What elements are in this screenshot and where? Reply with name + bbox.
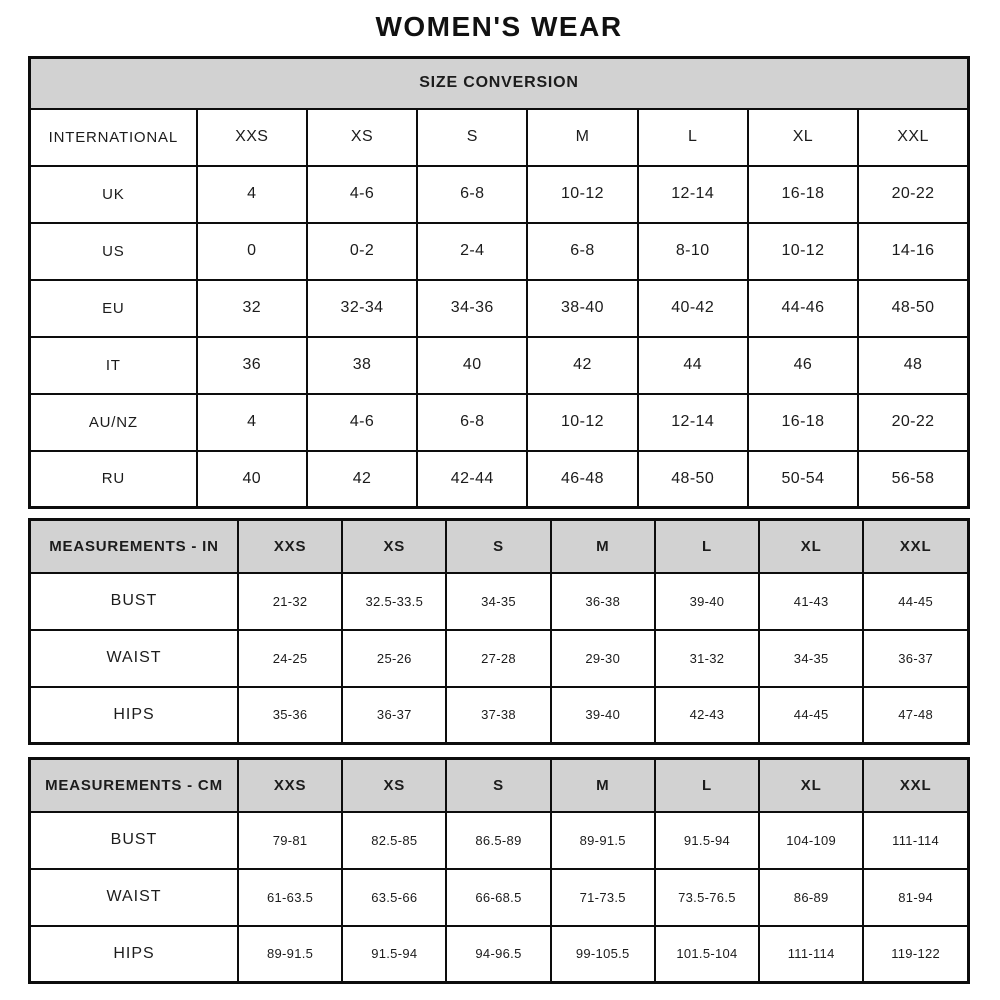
column-header-m: M <box>551 520 655 573</box>
cell: 89-91.5 <box>551 812 655 869</box>
cell: 86.5-89 <box>446 812 550 869</box>
row-label-waist: WAIST <box>30 869 238 926</box>
column-header-l: L <box>655 759 759 812</box>
cell: 40-42 <box>638 280 748 337</box>
cell: 10-12 <box>527 166 637 223</box>
column-header-xs: XS <box>342 759 446 812</box>
cell: 0 <box>197 223 307 280</box>
cell: 0-2 <box>307 223 417 280</box>
cell: 25-26 <box>342 630 446 687</box>
cell: 61-63.5 <box>238 869 342 926</box>
cell: 12-14 <box>638 394 748 451</box>
cell: 48-50 <box>858 280 968 337</box>
size-conversion-table <box>28 56 970 509</box>
column-header-m: M <box>551 759 655 812</box>
column-header-s: S <box>417 109 527 166</box>
table-row-hips <box>30 926 969 983</box>
cell: 38-40 <box>527 280 637 337</box>
cell: 41-43 <box>759 573 863 630</box>
cell: 29-30 <box>551 630 655 687</box>
cell: 111-114 <box>759 926 863 983</box>
row-label-bust: BUST <box>30 812 238 869</box>
cell: 44 <box>638 337 748 394</box>
column-header-xxl: XXL <box>858 109 968 166</box>
row-label-hips: HIPS <box>30 687 238 744</box>
cell: 20-22 <box>858 166 968 223</box>
cell: 56-58 <box>858 451 968 508</box>
row-label-bust: BUST <box>30 573 238 630</box>
measurements-in-table <box>28 518 970 745</box>
column-header-xxl: XXL <box>863 520 968 573</box>
table-header-band <box>30 58 969 109</box>
column-header-m: M <box>527 109 637 166</box>
column-header-xxs: XXS <box>238 759 342 812</box>
cell: 44-46 <box>748 280 858 337</box>
cell: 39-40 <box>655 573 759 630</box>
cell: 119-122 <box>863 926 968 983</box>
table-row-waist <box>30 630 969 687</box>
cell: 73.5-76.5 <box>655 869 759 926</box>
size-conversion-title: SIZE CONVERSION <box>30 58 969 109</box>
cell: 94-96.5 <box>446 926 550 983</box>
cell: 40 <box>417 337 527 394</box>
cell: 21-32 <box>238 573 342 630</box>
row-label-ru: RU <box>30 451 197 508</box>
cell: 42 <box>307 451 417 508</box>
column-header-l: L <box>655 520 759 573</box>
column-header-xl: XL <box>759 759 863 812</box>
column-header-s: S <box>446 520 550 573</box>
cell: 89-91.5 <box>238 926 342 983</box>
table-row-us <box>30 223 969 280</box>
cell: 36 <box>197 337 307 394</box>
cell: 46 <box>748 337 858 394</box>
cell: 4 <box>197 166 307 223</box>
cell: 48-50 <box>638 451 748 508</box>
cell: 40 <box>197 451 307 508</box>
row-label-uk: UK <box>30 166 197 223</box>
cell: 20-22 <box>858 394 968 451</box>
cell: 66-68.5 <box>446 869 550 926</box>
cell: 46-48 <box>527 451 637 508</box>
table-row-aunz <box>30 394 969 451</box>
cell: 24-25 <box>238 630 342 687</box>
cell: 6-8 <box>527 223 637 280</box>
cell: 71-73.5 <box>551 869 655 926</box>
cell: 44-45 <box>863 573 968 630</box>
column-header-xxl: XXL <box>863 759 968 812</box>
column-header-xl: XL <box>748 109 858 166</box>
cell: 36-38 <box>551 573 655 630</box>
cell: 101.5-104 <box>655 926 759 983</box>
table-row-waist <box>30 869 969 926</box>
cell: 32.5-33.5 <box>342 573 446 630</box>
column-header-row <box>30 759 969 812</box>
cell: 27-28 <box>446 630 550 687</box>
table-row-bust <box>30 812 969 869</box>
cell: 63.5-66 <box>342 869 446 926</box>
measurements-cm-title: MEASUREMENTS - CM <box>30 759 238 812</box>
cell: 91.5-94 <box>342 926 446 983</box>
cell: 36-37 <box>863 630 968 687</box>
cell: 82.5-85 <box>342 812 446 869</box>
row-label-aunz: AU/NZ <box>30 394 197 451</box>
column-header-s: S <box>446 759 550 812</box>
cell: 42 <box>527 337 637 394</box>
cell: 81-94 <box>863 869 968 926</box>
column-header-international: INTERNATIONAL <box>30 109 197 166</box>
cell: 4 <box>197 394 307 451</box>
cell: 35-36 <box>238 687 342 744</box>
column-header-xs: XS <box>342 520 446 573</box>
cell: 104-109 <box>759 812 863 869</box>
cell: 31-32 <box>655 630 759 687</box>
row-label-us: US <box>30 223 197 280</box>
measurements-cm-table <box>28 757 970 984</box>
column-header-xs: XS <box>307 109 417 166</box>
row-label-it: IT <box>30 337 197 394</box>
cell: 37-38 <box>446 687 550 744</box>
measurements-in-title: MEASUREMENTS - IN <box>30 520 238 573</box>
cell: 32-34 <box>307 280 417 337</box>
cell: 2-4 <box>417 223 527 280</box>
cell: 99-105.5 <box>551 926 655 983</box>
row-label-eu: EU <box>30 280 197 337</box>
cell: 6-8 <box>417 166 527 223</box>
column-header-xxs: XXS <box>238 520 342 573</box>
cell: 10-12 <box>748 223 858 280</box>
cell: 50-54 <box>748 451 858 508</box>
cell: 38 <box>307 337 417 394</box>
cell: 36-37 <box>342 687 446 744</box>
cell: 91.5-94 <box>655 812 759 869</box>
cell: 42-44 <box>417 451 527 508</box>
cell: 8-10 <box>638 223 748 280</box>
cell: 86-89 <box>759 869 863 926</box>
table-row-hips <box>30 687 969 744</box>
table-row-ru <box>30 451 969 508</box>
cell: 34-36 <box>417 280 527 337</box>
table-row-bust <box>30 573 969 630</box>
cell: 39-40 <box>551 687 655 744</box>
page-title: WOMEN'S WEAR <box>375 11 623 42</box>
row-label-hips: HIPS <box>30 926 238 983</box>
column-header-xxs: XXS <box>197 109 307 166</box>
cell: 4-6 <box>307 394 417 451</box>
cell: 4-6 <box>307 166 417 223</box>
cell: 48 <box>858 337 968 394</box>
table-row-eu <box>30 280 969 337</box>
cell: 14-16 <box>858 223 968 280</box>
cell: 34-35 <box>446 573 550 630</box>
cell: 79-81 <box>238 812 342 869</box>
row-label-waist: WAIST <box>30 630 238 687</box>
cell: 42-43 <box>655 687 759 744</box>
cell: 111-114 <box>863 812 968 869</box>
table-row-uk <box>30 166 969 223</box>
cell: 34-35 <box>759 630 863 687</box>
column-header-row <box>30 520 969 573</box>
cell: 16-18 <box>748 166 858 223</box>
cell: 32 <box>197 280 307 337</box>
cell: 6-8 <box>417 394 527 451</box>
cell: 10-12 <box>527 394 637 451</box>
cell: 16-18 <box>748 394 858 451</box>
column-header-l: L <box>638 109 748 166</box>
cell: 47-48 <box>863 687 968 744</box>
column-header-row <box>30 109 969 166</box>
cell: 44-45 <box>759 687 863 744</box>
cell: 12-14 <box>638 166 748 223</box>
table-row-it <box>30 337 969 394</box>
column-header-xl: XL <box>759 520 863 573</box>
